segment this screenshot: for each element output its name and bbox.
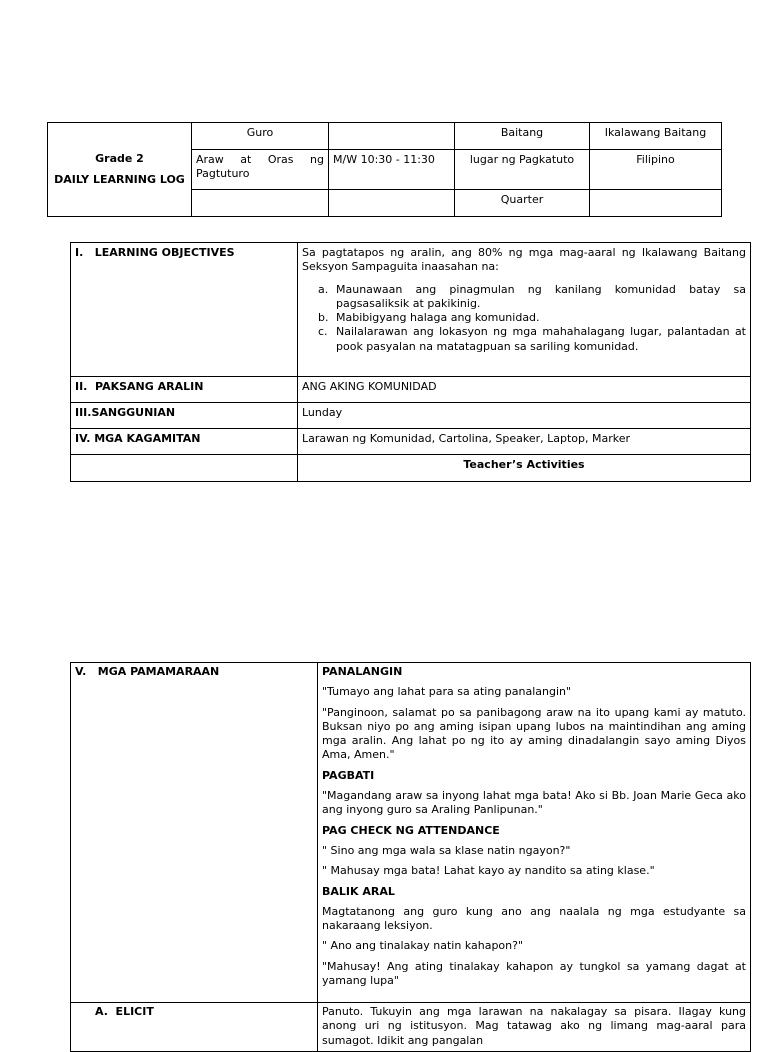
paksang-label: II. PAKSANG ARALIN bbox=[71, 377, 298, 403]
araw-label-line2: Pagtuturo bbox=[196, 167, 250, 181]
log-title: DAILY LEARNING LOG bbox=[54, 172, 185, 186]
attendance-line: " Sino ang mga wala sa klase natin ngayon?" bbox=[322, 843, 571, 857]
objectives-intro: Sa pagtatapos ng aralin, ang 80% ng mga mag-aaral ng Ikalawang Baitang Seksyon Sampaguita inaasahan na: bbox=[302, 246, 746, 274]
araw-word: at bbox=[240, 153, 252, 166]
attendance-line: " Mahusay mga bata! Lahat kayo ay nandito sa ating klase." bbox=[322, 864, 655, 878]
empty-cell bbox=[71, 455, 298, 482]
balik-aral-line: " Ano ang tinalakay natin kahapon?" bbox=[322, 939, 524, 953]
baitang-label: Baitang bbox=[455, 123, 590, 150]
procedures-table bbox=[70, 662, 751, 1052]
empty-cell bbox=[329, 190, 455, 217]
list-marker: a. bbox=[318, 282, 329, 296]
log-title-cell bbox=[48, 123, 192, 217]
kagamitan-label: IV. MGA KAGAMITAN bbox=[71, 429, 298, 455]
sanggunian-value: Lunday bbox=[298, 403, 751, 429]
list-marker: c. bbox=[318, 325, 328, 339]
araw-label-cell bbox=[192, 150, 329, 190]
header-table bbox=[47, 122, 722, 217]
objectives-label: I. LEARNING OBJECTIVES bbox=[71, 243, 298, 377]
pagbati-line: "Magandang araw sa inyong lahat mga bata! Ako si Bb. Joan Marie Geca ako ang inyong guro sa Araling Panlipunan." bbox=[322, 789, 746, 817]
balik-aral-line: "Mahusay! Ang ating tinalakay kahapon ay tungkol sa yamang dagat at yamang lupa" bbox=[322, 959, 746, 988]
list-text: Maunawaan ang pinagmulan ng kanilang komunidad batay sa pagsasaliksik at pakikinig. bbox=[336, 282, 746, 310]
list-item bbox=[318, 311, 746, 325]
panalangin-line: "Tumayo ang lahat para sa ating panalangin" bbox=[322, 685, 572, 699]
balik-aral-line: Magtatanong ang guro kung ano ang naalala ng mga estudyante sa nakaraang leksiyon. bbox=[322, 904, 746, 933]
procedures-label: V. MGA PAMAMARAAN bbox=[71, 663, 318, 1003]
grade-title: Grade 2 bbox=[95, 152, 144, 166]
elicit-text: Panuto. Tukuyin ang mga larawan na nakalagay sa pisara. Ilagay kung anong uri ng istitusyon. Mag tatawag ako ng limang mag-aaral para sumagot. Idikit ang pangalan bbox=[318, 1003, 751, 1052]
paksang-value: ANG AKING KOMUNIDAD bbox=[298, 377, 751, 403]
panalangin-prayer: "Panginoon, salamat po sa panibagong araw na ito upang kami ay matuto. Buksan niyo po ang aming isipan upang lubos na maintindihan ang aming mga aralin. Ang lahat po ng ito ay aming dinadalangin sayo aming Diyos Ama, Amen." bbox=[322, 705, 746, 762]
empty-cell bbox=[192, 190, 329, 217]
list-text: Mabibigyang halaga ang komunidad. bbox=[336, 311, 540, 325]
araw-word: ng bbox=[310, 153, 324, 166]
elicit-label: A. ELICIT bbox=[71, 1003, 318, 1052]
list-item bbox=[318, 283, 746, 312]
quarter-label: Quarter bbox=[455, 190, 590, 217]
sanggunian-label: III.SANGGUNIAN bbox=[71, 403, 298, 429]
list-text: Nailalarawan ang lokasyon ng mga mahahalagang lugar, palantadan at pook pasyalan na matatagpuan sa sariling komunidad. bbox=[336, 325, 746, 353]
pagbati-heading: PAGBATI bbox=[322, 768, 375, 782]
teachers-activities-heading: Teacher’s Activities bbox=[298, 455, 751, 482]
objectives-content bbox=[298, 243, 751, 377]
araw-label-line1 bbox=[196, 153, 324, 167]
objectives-table bbox=[70, 242, 751, 482]
procedures-content bbox=[318, 663, 751, 1003]
baitang-value: Ikalawang Baitang bbox=[590, 123, 722, 150]
panalangin-heading: PANALANGIN bbox=[322, 665, 403, 678]
kagamitan-value: Larawan ng Komunidad, Cartolina, Speaker, Laptop, Marker bbox=[298, 429, 751, 455]
guro-label: Guro bbox=[192, 123, 329, 150]
objectives-list bbox=[302, 283, 746, 354]
lugar-value: Filipino bbox=[590, 150, 722, 190]
time-value: M/W 10:30 - 11:30 bbox=[329, 150, 455, 190]
lugar-label: lugar ng Pagkatuto bbox=[455, 150, 590, 190]
balik-aral-heading: BALIK ARAL bbox=[322, 884, 395, 898]
list-marker: b. bbox=[318, 311, 329, 325]
list-item bbox=[318, 325, 746, 354]
attendance-heading: PAG CHECK NG ATTENDANCE bbox=[322, 823, 500, 837]
araw-word: Araw bbox=[196, 153, 224, 166]
quarter-value-cell bbox=[590, 190, 722, 217]
guro-value-cell bbox=[329, 123, 455, 150]
araw-word: Oras bbox=[267, 153, 294, 166]
